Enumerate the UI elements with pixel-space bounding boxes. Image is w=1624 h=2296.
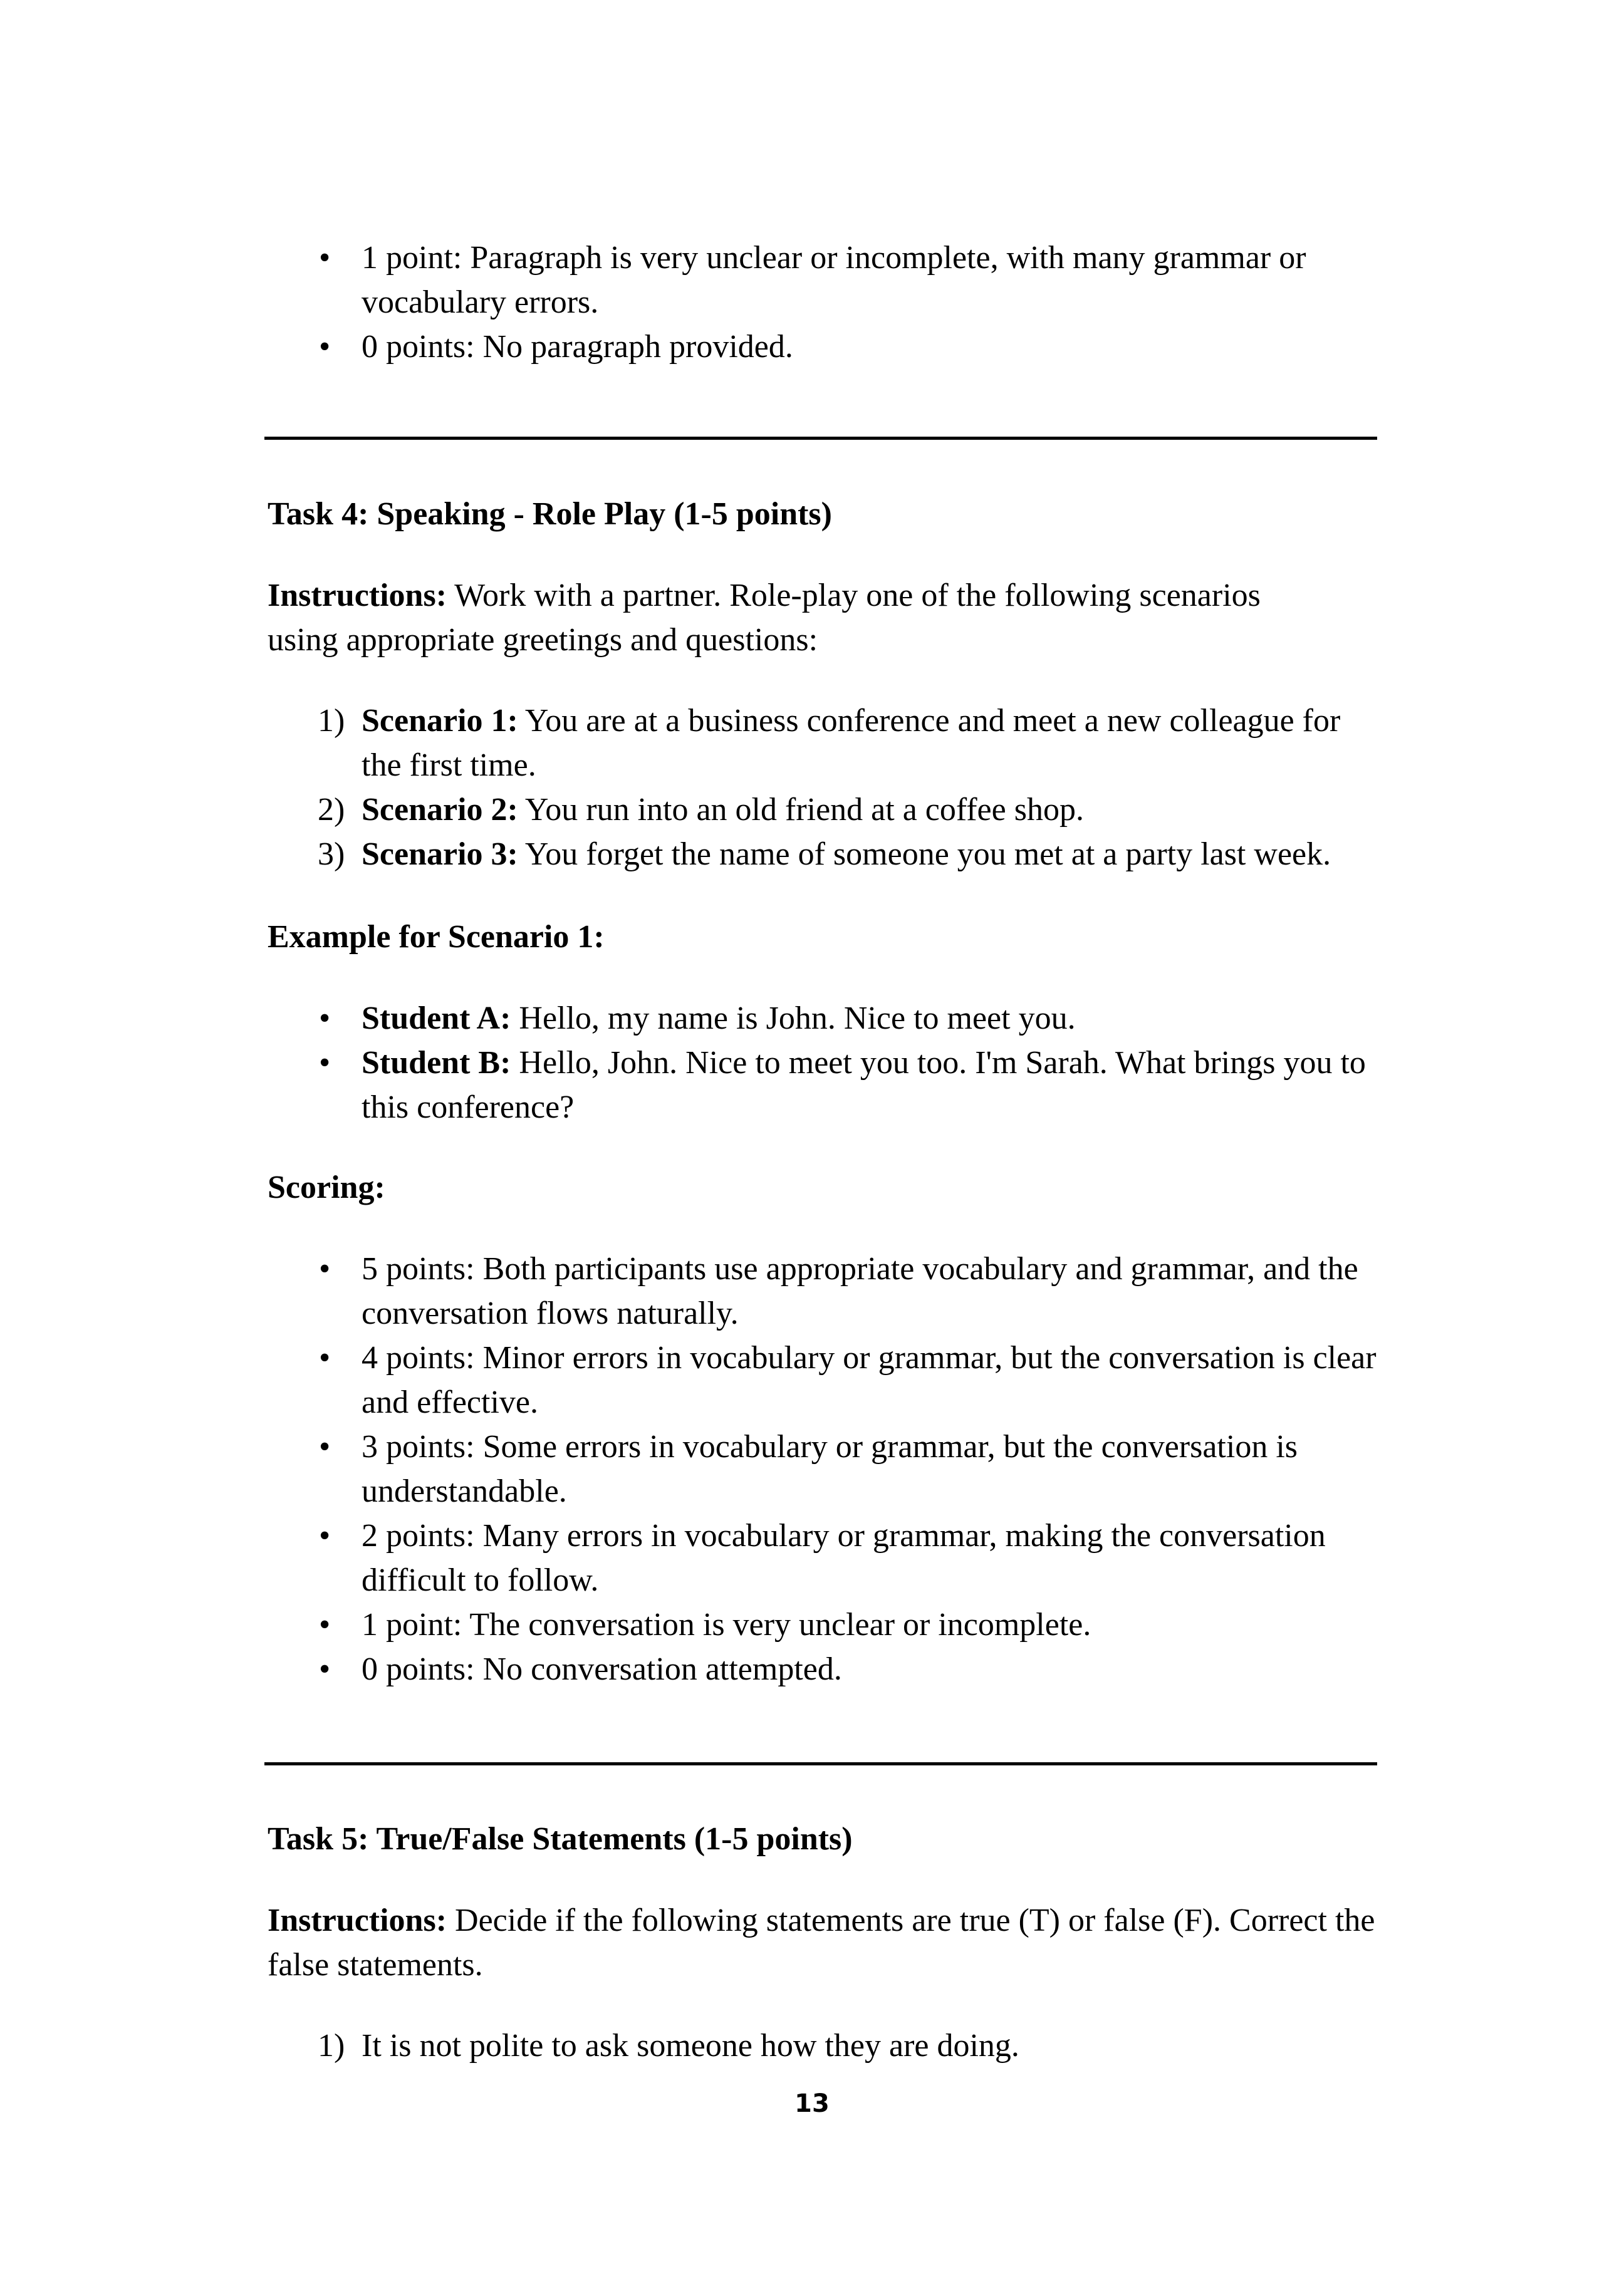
statement-text: It is not polite to ask someone how they are doing. xyxy=(362,2028,1019,2064)
dialogue-text: Hello, my name is John. Nice to meet you. xyxy=(511,1000,1076,1036)
page-number: 13 xyxy=(794,2089,830,2118)
list-item xyxy=(268,1425,1389,1514)
scoring-heading: Scoring: xyxy=(268,1170,385,1205)
scoring-text: 4 points: Minor errors in vocabulary or grammar, but the conversation is clear and effective. xyxy=(362,1340,1377,1420)
list-item xyxy=(268,996,1389,1041)
list-number: 2) xyxy=(318,792,345,828)
bullet-icon: • xyxy=(319,240,331,276)
bullet-icon: • xyxy=(319,1340,331,1376)
list-item xyxy=(268,1041,1389,1130)
scoring-text: 2 points: Many errors in vocabulary or grammar, making the conversation difficult to follow. xyxy=(362,1518,1326,1598)
list-item xyxy=(268,832,1389,876)
list-number: 1) xyxy=(318,2028,345,2064)
statement-list xyxy=(268,2023,1389,2068)
bullet-icon: • xyxy=(319,1045,331,1081)
bullet-icon: • xyxy=(319,1607,331,1643)
scenario-text: You forget the name of someone you met at a party last week. xyxy=(518,836,1331,872)
list-item xyxy=(268,1603,1389,1647)
list-item xyxy=(268,325,1345,369)
bullet-icon: • xyxy=(319,1518,331,1554)
list-item xyxy=(268,1647,1389,1691)
instructions-label: Instructions: xyxy=(268,1903,447,1938)
scoring-list xyxy=(268,1247,1389,1691)
list-item xyxy=(268,1514,1389,1603)
scenario-label: Scenario 1: xyxy=(362,703,518,739)
instructions-label: Instructions: xyxy=(268,578,447,613)
speaker-label: Student A: xyxy=(362,1000,511,1036)
horizontal-rule xyxy=(264,1762,1377,1765)
list-number: 3) xyxy=(318,836,345,872)
speaker-label: Student B: xyxy=(362,1045,511,1081)
instructions-text: Decide if the following statements are true (T) or false (F). Correct the false statements. xyxy=(268,1903,1375,1983)
list-item xyxy=(268,2023,1389,2068)
list-item xyxy=(268,236,1345,325)
list-item xyxy=(268,787,1389,832)
previous-scoring-list xyxy=(268,236,1345,369)
scenario-text: You are at a business conference and meet a new colleague for the first time. xyxy=(362,703,1341,783)
bullet-icon: • xyxy=(319,1651,331,1687)
scoring-text: 0 points: No paragraph provided. xyxy=(362,329,793,365)
scenario-list xyxy=(268,699,1389,876)
bullet-icon: • xyxy=(319,1000,331,1036)
dialogue-text: Hello, John. Nice to meet you too. I'm Sarah. What brings you to this conference? xyxy=(362,1045,1366,1125)
list-item xyxy=(268,1247,1389,1336)
horizontal-rule xyxy=(264,437,1377,440)
task4-instructions xyxy=(268,573,1333,662)
bullet-icon: • xyxy=(319,1251,331,1287)
bullet-icon: • xyxy=(319,329,331,365)
list-number: 1) xyxy=(318,703,345,739)
scenario-label: Scenario 2: xyxy=(362,792,518,828)
scenario-text: You run into an old friend at a coffee shop. xyxy=(518,792,1084,828)
task4-heading: Task 4: Speaking - Role Play (1-5 points) xyxy=(268,496,832,532)
bullet-icon: • xyxy=(319,1429,331,1465)
list-item xyxy=(268,699,1389,787)
scoring-text: 1 point: The conversation is very unclear or incomplete. xyxy=(362,1607,1091,1643)
scoring-text: 0 points: No conversation attempted. xyxy=(362,1651,842,1687)
example-heading: Example for Scenario 1: xyxy=(268,919,605,955)
task5-instructions xyxy=(268,1898,1383,1987)
instructions-text: Work with a partner. Role-play one of the following scenarios using appropriate greetings and questions: xyxy=(268,578,1261,658)
task5-heading: Task 5: True/False Statements (1-5 points) xyxy=(268,1821,853,1857)
list-item xyxy=(268,1336,1389,1425)
scoring-text: 5 points: Both participants use appropriate vocabulary and grammar, and the conversation flows naturally. xyxy=(362,1251,1358,1331)
scenario-label: Scenario 3: xyxy=(362,836,518,872)
example-dialogue-list xyxy=(268,996,1389,1130)
scoring-text: 3 points: Some errors in vocabulary or grammar, but the conversation is understandable. xyxy=(362,1429,1298,1509)
scoring-text: 1 point: Paragraph is very unclear or incomplete, with many grammar or vocabulary errors. xyxy=(362,240,1306,320)
